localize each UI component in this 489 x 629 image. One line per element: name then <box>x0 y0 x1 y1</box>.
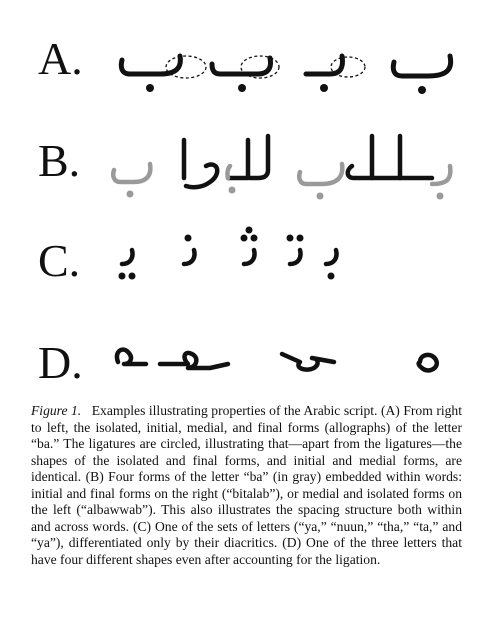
arabic-words-illustration <box>110 126 470 206</box>
ya-glyph <box>326 250 337 264</box>
diacritic-set-svg <box>110 222 470 302</box>
ha-forms-illustration <box>110 318 470 398</box>
figure-label: Figure 1. <box>31 403 82 418</box>
row-label: B. <box>38 135 81 186</box>
ba-forms-illustration <box>110 28 470 108</box>
ligature-circle <box>331 57 365 77</box>
word-albawwab <box>184 136 268 187</box>
figure-caption <box>31 403 462 568</box>
ha-initial-glyph <box>282 354 334 370</box>
ta-glyph <box>290 250 301 264</box>
row-label: D. <box>38 337 83 388</box>
nuun-glyph <box>184 250 195 264</box>
row-a <box>0 28 489 108</box>
ba-medial-glyph <box>212 58 271 74</box>
ha-medial-glyph <box>160 353 228 368</box>
tha-glyph <box>244 250 255 264</box>
ha-final-glyph <box>117 350 146 364</box>
row-d <box>0 318 489 398</box>
word-bitalab <box>348 136 432 178</box>
ha-isolated-glyph <box>419 355 437 371</box>
ba-initial-glyph <box>306 56 343 74</box>
ba-final-glyph <box>121 56 180 74</box>
row-c <box>0 222 489 302</box>
row-label: C. <box>38 235 81 286</box>
ya-glyph <box>122 250 133 264</box>
row-b <box>0 126 489 206</box>
ligature-circle <box>166 56 206 78</box>
ba-isolated-glyph <box>393 56 450 76</box>
diacritic-set-illustration <box>110 222 470 302</box>
row-label: A. <box>38 33 83 84</box>
ha-forms-svg <box>110 318 470 398</box>
caption-text: Examples illustrating properties of the Arabic script. (A) From right to left, the isolated, initial, medial, and final forms (allographs) of the letter “ba.” The ligatures are circled, illustrating that—apart from the ligatures—the shapes of the isolated and final forms, and initial and medial forms, are identical. (B) Four forms of the letter “ba” (in gray) embedded within words: initial and final forms on the right (“bitalab”), or medial and isolated forms on the left (“albawwab”). This also illustrates the spacing structure both within and across words. (C) One of the sets of letters (“ya,” “nuun,” “tha,” “ta,” and “ya”), differentiated only by their diacritics. (D) One of the three letters that have four different shapes even after accounting for the ligation. <box>31 403 462 567</box>
arabic-words-svg <box>110 126 470 206</box>
ba-forms-svg <box>110 28 470 108</box>
